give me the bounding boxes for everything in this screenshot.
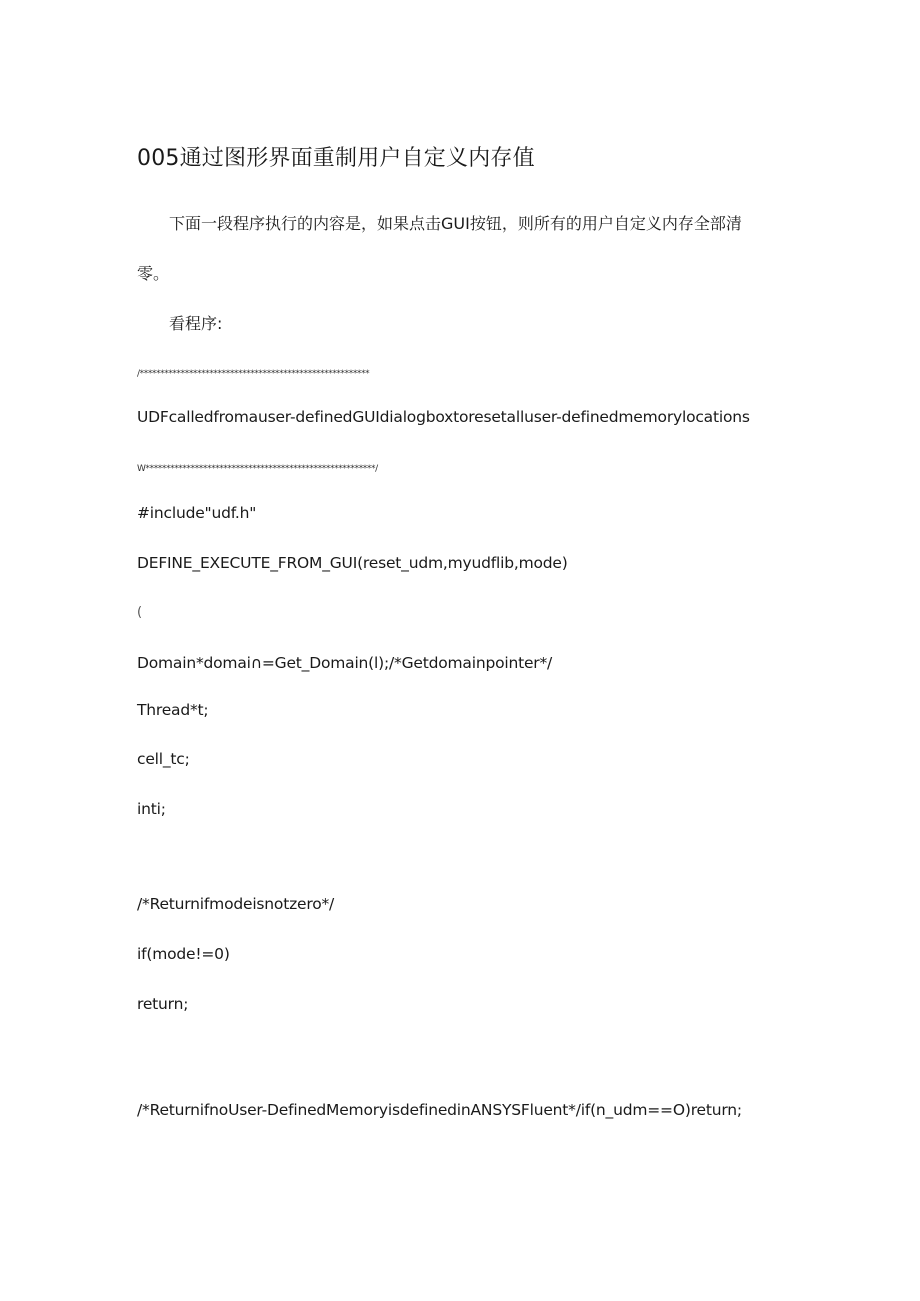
code-include-line: #include"udf.h" [137,504,257,522]
code-cell-declaration: cell_tc; [137,750,190,768]
document-title: 005通过图形界面重制用户自定义内存值 [137,146,535,171]
code-comment-body: UDFcalledfromauser-definedGUIdialogboxtoresetalluser-definedmemorylocations [137,408,750,426]
intro-paragraph-line-2: 零。 [137,264,170,283]
code-return-statement: return; [137,995,189,1013]
code-open-brace: ( [137,605,142,620]
code-comment-end: W********************************************************/ [137,464,378,474]
code-int-declaration: inti; [137,800,166,818]
code-domain-declaration: Domain*domai∩=Get_Domain(l);/*Getdomainpointer*/ [137,654,553,672]
code-thread-declaration: Thread*t; [137,701,209,719]
see-program-label: 看程序: [169,314,223,333]
intro-paragraph-line-1: 下面一段程序执行的内容是，如果点击GUI按钮，则所有的用户自定义内存全部清 [169,214,742,233]
code-if-mode: if(mode!=0) [137,945,230,963]
code-comment-udm: /*ReturnifnoUser-DefinedMemoryisdefinedinANSYSFluent*/if(n_udm==O)return; [137,1101,742,1119]
code-comment-start: /******************************************************** [137,369,370,379]
code-comment-mode: /*Returnifmodeisnotzero*/ [137,895,335,913]
code-define-line: DEFINE_EXECUTE_FROM_GUI(reset_udm,myudflib,mode) [137,554,568,572]
